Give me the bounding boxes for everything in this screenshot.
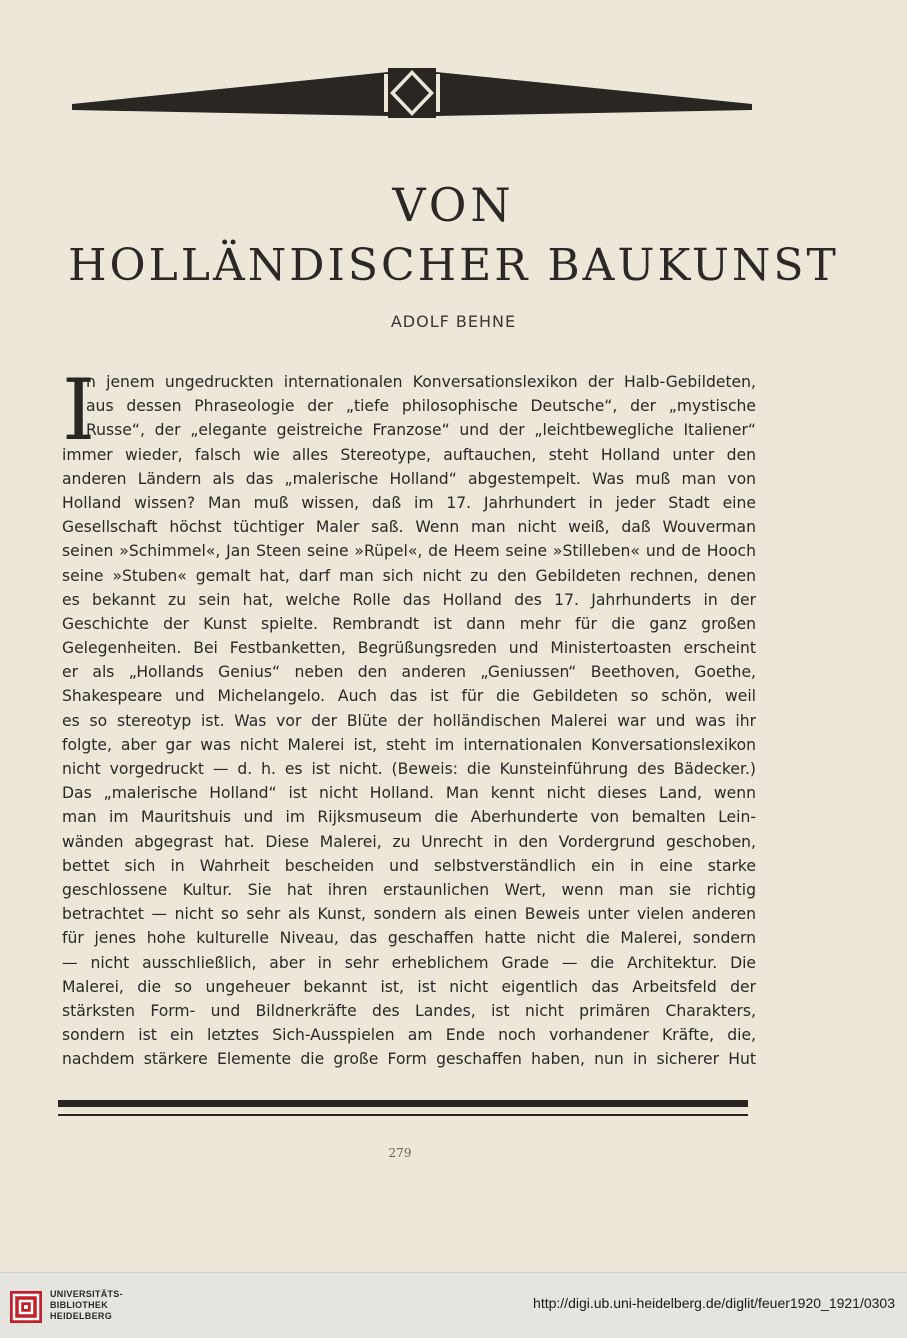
institution-name-line-2: BIBLIOTHEK	[50, 1300, 108, 1310]
article-title-line-1: VON	[392, 178, 515, 232]
body-line: man im Mauritshuis und im Rijksmuseum die Aberhunderte von bemalten Lein-	[62, 808, 756, 827]
body-line: Holland wissen? Man muß wissen, daß im 17. Jahrhundert in jeder Stadt eine	[62, 493, 756, 512]
footer-rule-thick	[58, 1100, 748, 1107]
body-line: — nicht ausschließlich, aber in sehr erheblichem Grade — die Architektur. Die	[62, 953, 756, 972]
body-line: wänden abgegrast hat. Diese Malerei, zu Unrecht in den Vordergrund geschoben,	[62, 832, 756, 851]
body-line: nicht vorgedruckt — d. h. es ist nicht. (Beweis: die Kunsteinführung des Bädecker.)	[62, 760, 756, 778]
body-line: anderen Ländern als das „malerische Holland“ abgestempelt. Was muß man von	[62, 469, 756, 488]
body-line: betrachtet — nicht so sehr als Kunst, sondern als einen Beweis unter vielen anderen	[62, 905, 756, 924]
body-line: seine »Stuben« gemalt hat, darf man sich nicht zu den Gebildeten rechnen, denen	[62, 566, 756, 585]
article-body	[62, 361, 756, 1071]
body-line: Russe“, der „elegante geistreiche Franzose“ und der „leichtbewegliche Italiener“	[86, 421, 756, 440]
body-line: für jenes hohe kulturelle Niveau, das geschaffen hatte nicht die Malerei, sondern	[62, 929, 756, 948]
body-line: folgte, aber gar was nicht Malerei ist, steht im internationalen Konversationslexikon	[62, 735, 756, 754]
body-line: Shakespeare und Michelangelo. Auch das ist für die Gebildeten so schön, weil	[62, 687, 756, 706]
decorative-header-ornament-icon	[72, 64, 752, 122]
drop-cap-initial: I	[62, 361, 96, 459]
body-line: Gelegenheiten. Bei Festbanketten, Begrüßungsreden und Ministertoasten erscheint	[62, 639, 756, 658]
author-name: ADOLF BEHNE	[390, 312, 517, 331]
body-line: es so stereotyp ist. Was vor der Blüte der holländischen Malerei war und was ihr	[62, 711, 756, 730]
institution-name-line-1: UNIVERSITÄTS-	[50, 1289, 123, 1299]
body-line: immer wieder, falsch wie alles Stereotype, auftauchen, steht Holland unter den	[62, 445, 756, 464]
university-library-heidelberg-logo-icon[interactable]	[8, 1289, 44, 1325]
footer-rule-thin	[58, 1114, 748, 1116]
body-line: er als „Hollands Genius“ neben den anderen „Geniussen“ Beethoven, Goethe,	[62, 663, 756, 682]
body-line: Malerei, die so ungeheuer bekannt ist, ist nicht eigentlich das Arbeitsfeld der	[62, 977, 756, 996]
body-line: bettet sich in Wahrheit bescheiden und selbstverständlich ein in eine starke	[62, 856, 756, 875]
institution-name-line-3: HEIDELBERG	[50, 1311, 113, 1321]
body-line: n jenem ungedruckten internationalen Konversationslexikon der Halb-Gebildeten,	[86, 373, 756, 391]
digitization-footer	[0, 1272, 907, 1338]
article-title-line-2: HOLLÄNDISCHER BAUKUNST	[68, 240, 839, 291]
source-url-link[interactable]: http://digi.ub.uni-heidelberg.de/diglit/feuer1920_1921/0303	[533, 1295, 895, 1311]
body-line: Geschichte der Kunst spielte. Rembrandt ist dann mehr für die ganz großen	[62, 614, 756, 633]
body-line: sondern ist ein letztes Sich-Ausspielen am Ende noch vorhandener Kräfte, die,	[62, 1026, 756, 1045]
body-line: Gesellschaft höchst tüchtiger Maler saß. Wenn man nicht weiß, daß Wouverman	[62, 518, 756, 537]
body-line: stärksten Form- und Bildnerkräfte des Landes, ist nicht primären Charakters,	[62, 1001, 756, 1020]
body-line: nachdem stärkere Elemente die große Form geschaffen haben, nun in sicherer Hut	[62, 1050, 756, 1069]
body-line: Das „malerische Holland“ ist nicht Holland. Man kennt nicht dieses Land, wenn	[62, 784, 756, 803]
body-line: es bekannt zu sein hat, welche Rolle das Holland des 17. Jahrhunderts in der	[62, 590, 756, 609]
institution-name[interactable]	[50, 1289, 123, 1322]
page-number: 279	[388, 1146, 412, 1160]
body-line: aus dessen Phraseologie der „tiefe philosophische Deutsche“, der „mystische	[86, 397, 756, 416]
body-line: geschlossene Kultur. Sie hat ihren erstaunlichen Wert, wenn man sie richtig	[62, 880, 756, 899]
body-line: seinen »Schimmel«, Jan Steen seine »Rüpel«, de Heem seine »Stilleben« und de Hooch	[62, 542, 756, 561]
